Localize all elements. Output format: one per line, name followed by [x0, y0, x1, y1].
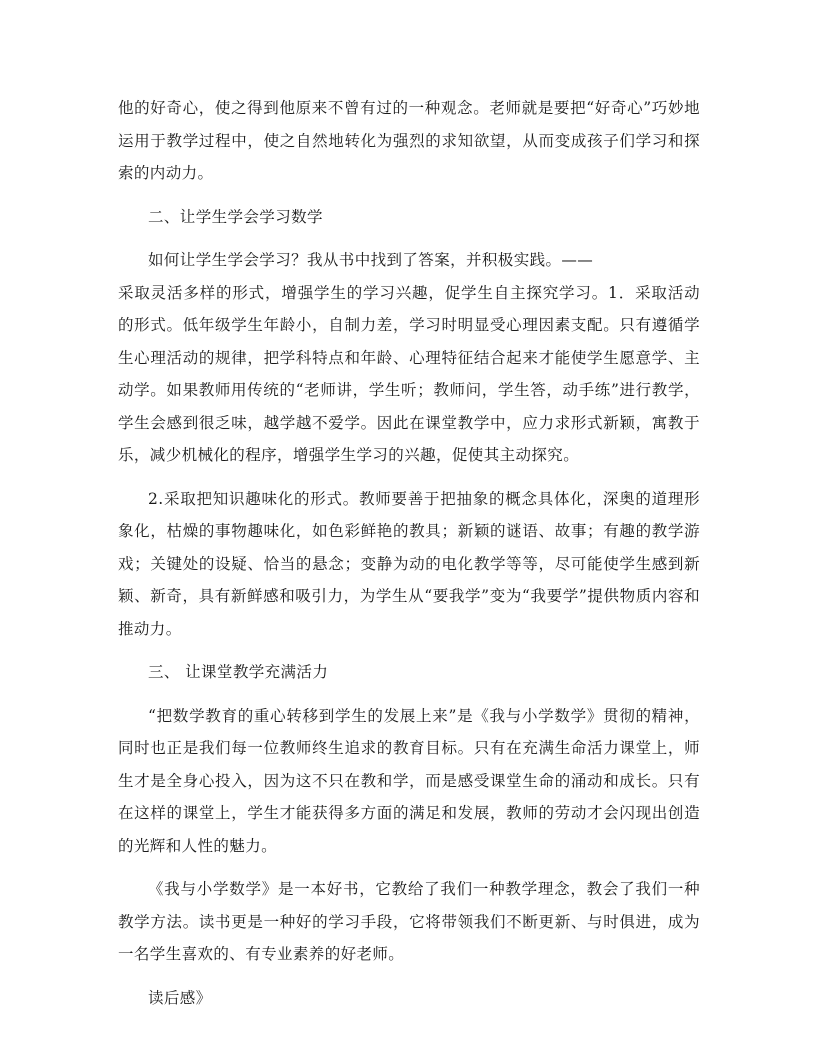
body-paragraph: 采取灵活多样的形式，增强学生的学习兴趣，促学生自主探究学习。1．采取活动的形式。低年级学生年龄小，自制力差，学习时明显受心理因素支配。只有遵循学生心理活动的规律，把学科特点和年龄、心理特征结合起来才能使学生愿意学、主动学。如果教师用传统的“老师讲，学生听；教师问，学生答，动手练”进行教学，学生会感到很乏味，越学越不爱学。因此在课堂教学中，应力求形式新颖，寓教于乐，减少机械化的程序，增强学生学习的兴趣，促使其主动探究。 [118, 283, 700, 464]
section-heading: 二、让学生学会学习数学 [148, 207, 323, 226]
body-paragraph: 2.采取把知识趣味化的形式。教师要善于把抽象的概念具体化，深奥的道理形象化，枯燥的事物趣味化，如色彩鲜艳的教具；新颖的谜语、故事；有趣的教学游戏；关键处的设疑、恰当的悬念；变静为动的电化教学等等，尽可能使学生感到新颖、新奇，具有新鲜感和吸引力，为学生从“要我学”变为“我要学”提供物质内容和推动力。 [118, 489, 700, 638]
body-paragraph: “把数学教育的重心转移到学生的发展上来”是《我与小学数学》贯彻的精神，同时也正是我们每一位教师终生追求的教育目标。只有在充满生命活力课堂上，师生才是全身心投入，因为这不只在教和学，而是感受课堂生命的涌动和成长。只有在这样的课堂上，学生才能获得多方面的满足和发展，教师的劳动才会闪现出创造的光辉和人性的魅力。 [118, 706, 700, 855]
body-paragraph: 他的好奇心，使之得到他原来不曾有过的一种观念。老师就是要把“好奇心”巧妙地运用于教学过程中，使之自然地转化为强烈的求知欲望，从而变成孩子们学习和探索的内动力。 [118, 99, 700, 182]
body-paragraph: 如何让学生学会学习？我从书中找到了答案，并积极实践。—— [148, 251, 594, 269]
body-paragraph: 读后感》 [148, 988, 212, 1007]
body-paragraph: 《我与小学数学》是一本好书，它教给了我们一种教学理念，教会了我们一种教学方法。读书更是一种好的学习手段，它将带领我们不断更新、与时俱进，成为一名学生喜欢的、有专业素养的好老师。 [118, 880, 700, 963]
section-heading: 三、 让课堂教学充满活力 [148, 663, 329, 681]
